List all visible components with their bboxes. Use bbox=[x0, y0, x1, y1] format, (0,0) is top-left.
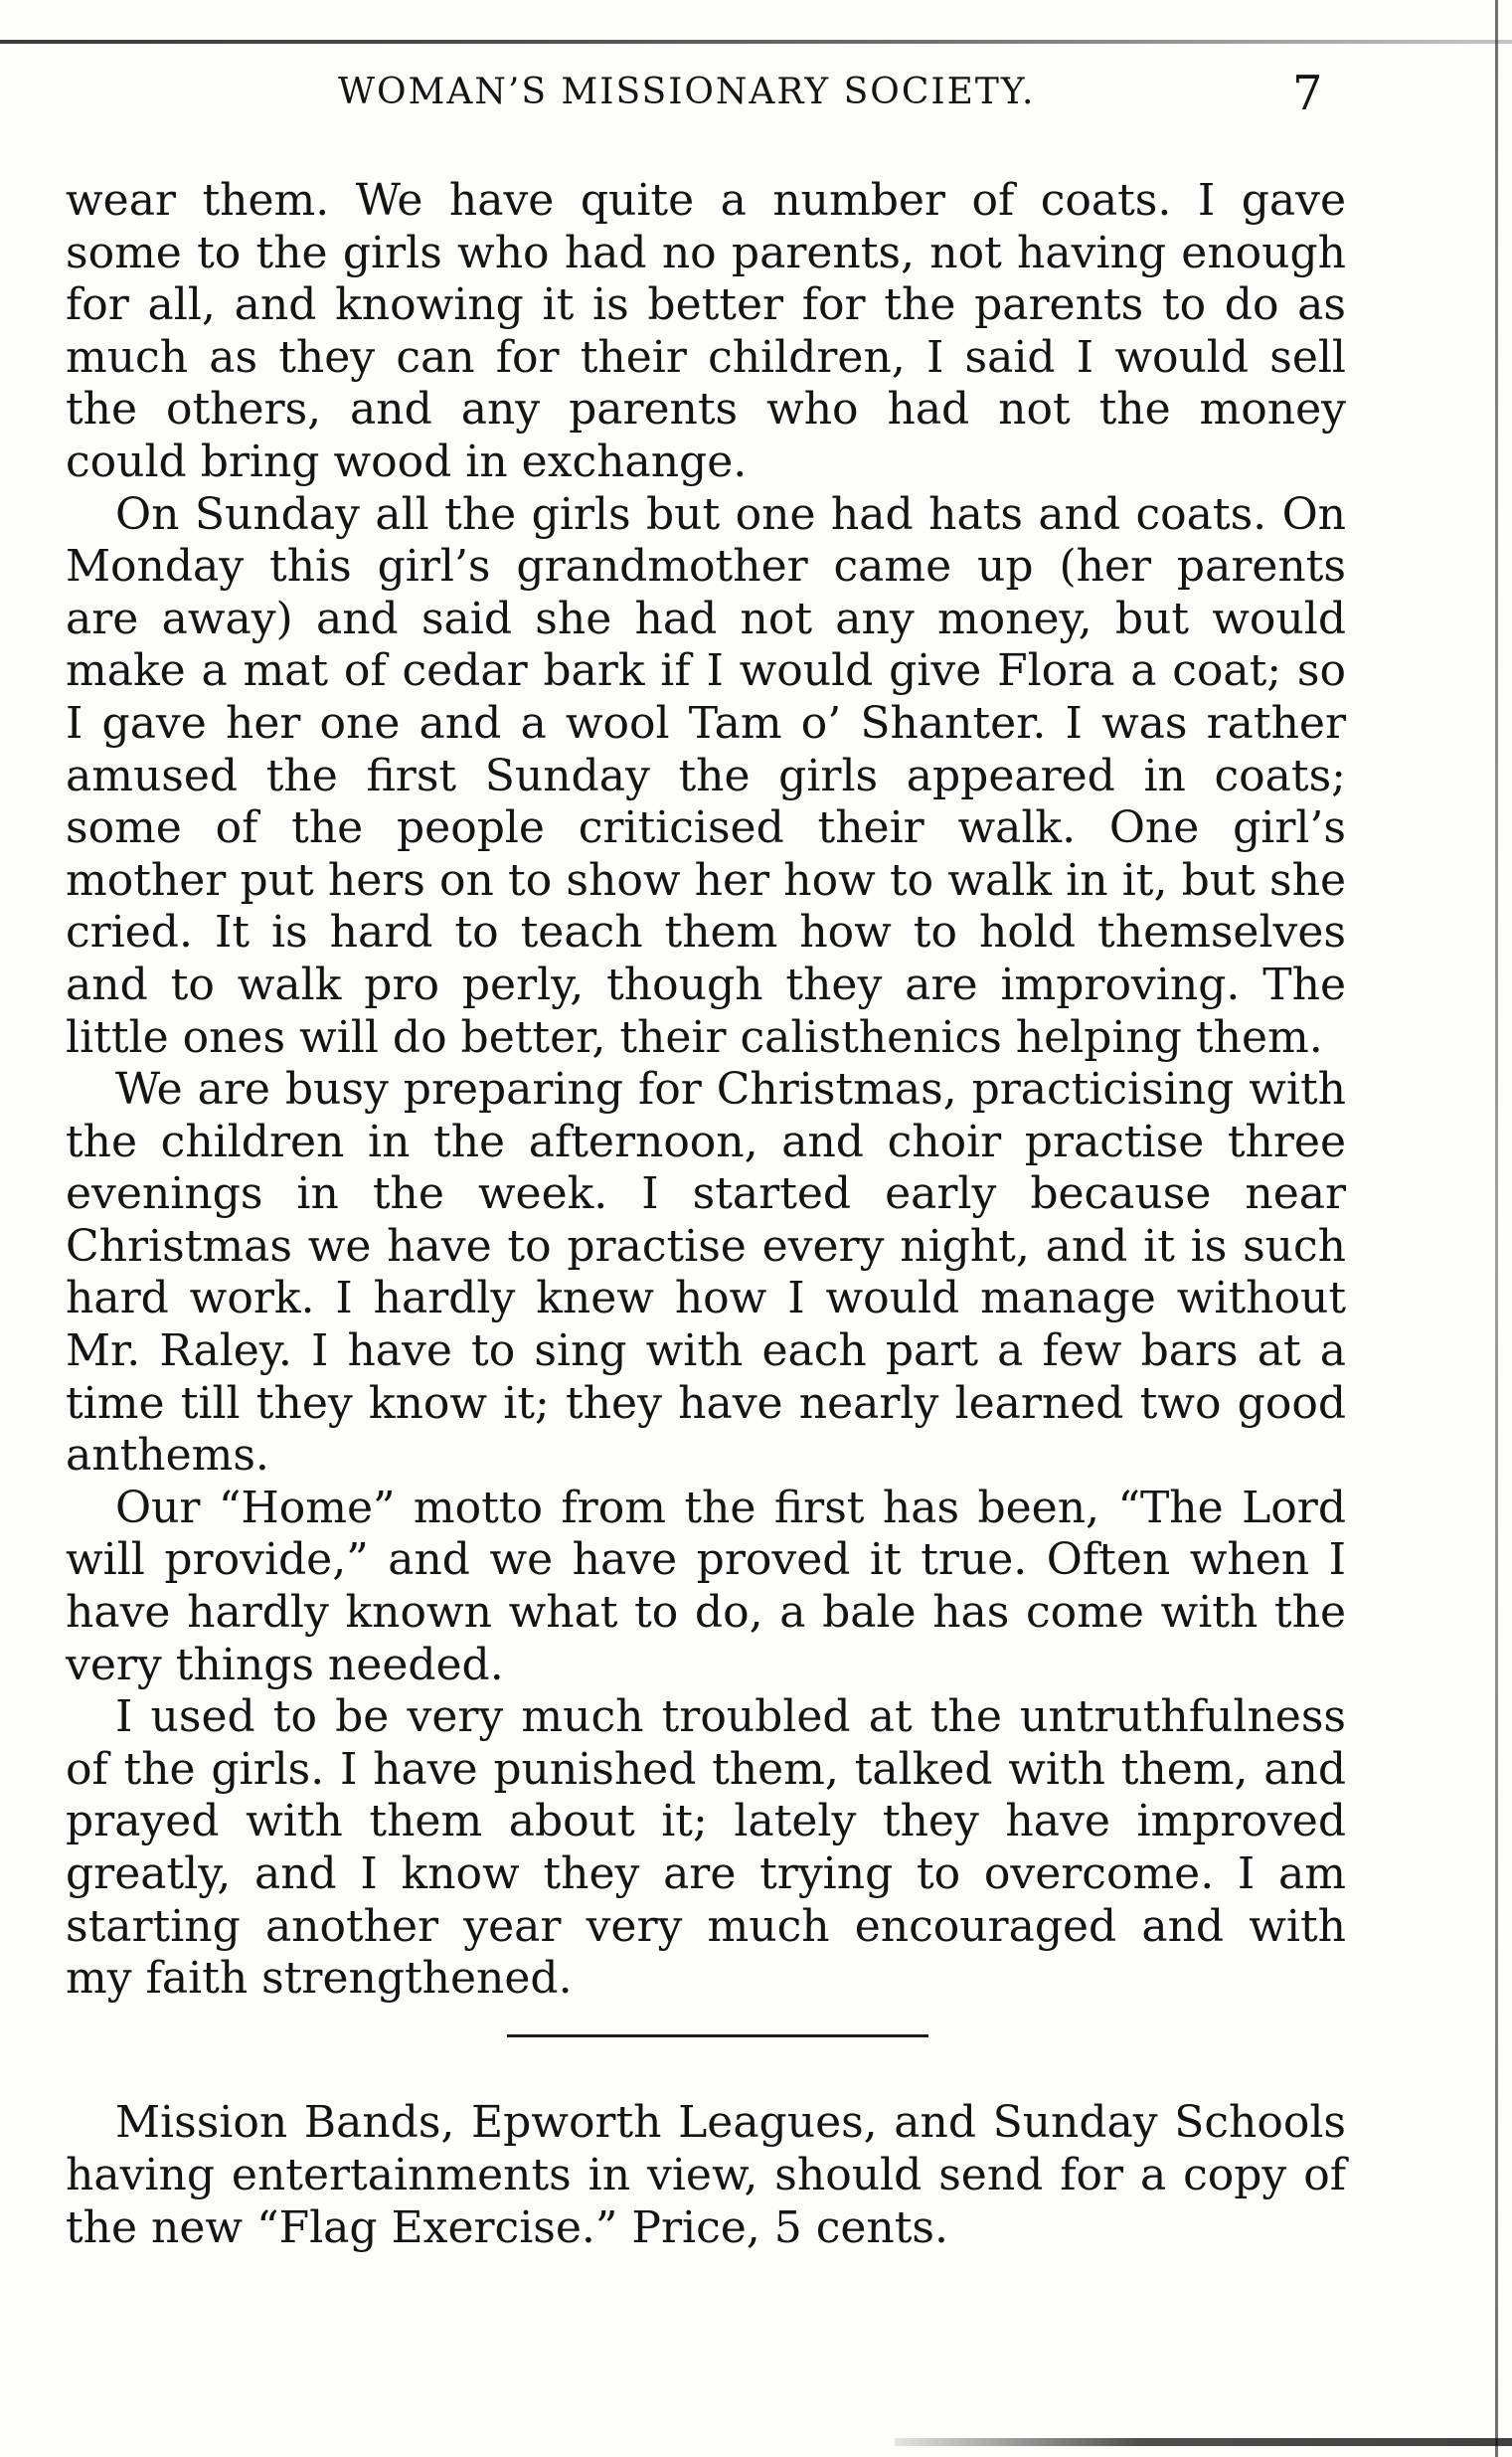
flag-exercise-notice: Mission Bands, Epworth Leagues, and Sunday Schools having entertainments in view, should send for a copy of the new “Flag Exercise.” Price, 5 cents. bbox=[66, 2097, 1346, 2253]
page-header bbox=[0, 66, 1512, 131]
scan-edge-right bbox=[1495, 0, 1498, 2457]
paragraph-5: I used to be very much troubled at the untruthfulness of the girls. I have punished them, talked with them, and prayed with them about it; lately they have improved greatly, and I know they are trying to overcome. I am starting another year very much encouraged and with my faith strengthened. bbox=[66, 1691, 1346, 2005]
section-divider bbox=[507, 2034, 928, 2037]
paragraph-1: wear them. We have quite a number of coats. I gave some to the girls who had no parents, not having enough for all, and knowing it is better for the parents to do as much as they can for their children, I said I would sell the others, and any parents who had not the money could bring wood in exchange. bbox=[66, 175, 1346, 487]
paragraph-4: Our “Home” motto from the first has been, “The Lord will provide,” and we have proved it true. Often when I have hardly known what to do, a bale has come with the very things needed. bbox=[66, 1482, 1346, 1690]
paragraph-2: On Sunday all the girls but one had hats and coats. On Monday this girl’s grandmother came up (her parents are away) and said she had not any money, but would make a mat of cedar bark if I would give Flora a coat; so I gave her one and a wool Tam o’ Shanter. I was rather amused the first Sunday the girls appeared in coats; some of the people criticised their walk. One girl’s mother put hers on to show her how to walk in it, but she cried. It is hard to teach them how to hold themselves and to walk pro perly, though they are improving. The little ones will do better, their calisthenics helping them. bbox=[66, 488, 1346, 1063]
paragraph-3: We are busy preparing for Christmas, practicising with the children in the afternoon, and choir practise three evenings in the week. I started early because near Christmas we have to practise every night, and it is such hard work. I hardly knew how I would manage without Mr. Raley. I have to sing with each part a few bars at a time till they know it; they have nearly learned two good anthems. bbox=[66, 1064, 1346, 1482]
running-head: WOMAN’S MISSIONARY SOCIETY. bbox=[338, 72, 1036, 112]
scan-edge-top bbox=[0, 40, 1512, 44]
scan-edge-bottom bbox=[895, 2438, 1512, 2446]
body-text bbox=[66, 175, 1346, 2006]
page-number: 7 bbox=[1292, 66, 1323, 121]
